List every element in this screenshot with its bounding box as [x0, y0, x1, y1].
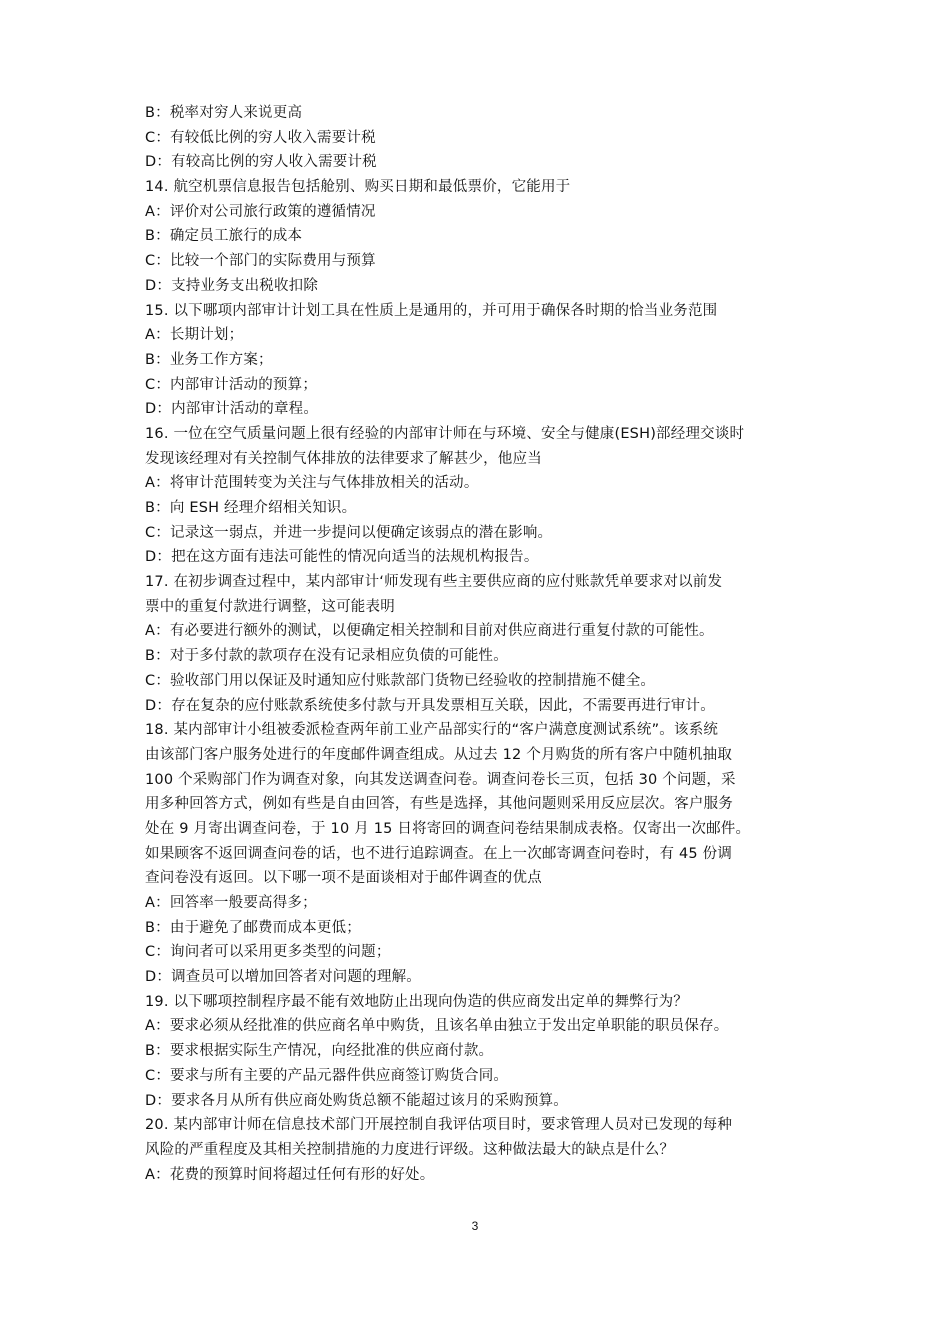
text-line: 16. 一位在空气质量问题上很有经验的内部审计师在与环境、安全与健康(ESH)部经理交谈时 — [145, 425, 745, 442]
text-line: D：调查员可以增加回答者对问题的理解。 — [145, 969, 421, 986]
text-line: A：长期计划； — [145, 327, 244, 344]
text-line: 风险的严重程度及其相关控制措施的力度进行评级。这种做法最大的缺点是什么？ — [145, 1141, 675, 1158]
text-line: B：确定员工旅行的成本 — [145, 228, 303, 245]
text-line: 18. 某内部审计小组被委派检查两年前工业产品部实行的“客户满意度测试系统”。该系统 — [145, 722, 719, 739]
text-line: A：将审计范围转变为关注与气体排放相关的活动。 — [145, 475, 479, 492]
text-line: C：有较低比例的穷人收入需要计税 — [145, 129, 376, 146]
text-line: C：要求与所有主要的产品元器件供应商签订购货合同。 — [145, 1067, 509, 1084]
text-line: B：由于避免了邮费而成本更低； — [145, 919, 361, 936]
text-line: 14. 航空机票信息报告包括舱别、购买日期和最低票价，它能用于 — [145, 179, 571, 196]
text-line: D：存在复杂的应付账款系统使多付款与开具发票相互关联，因此，不需要再进行审计。 — [145, 697, 715, 714]
text-line: D：有较高比例的穷人收入需要计税 — [145, 154, 377, 171]
text-line: D：支持业务支出税收扣除 — [145, 277, 319, 294]
text-line: C：询问者可以采用更多类型的问题； — [145, 944, 391, 961]
text-line: D：内部审计活动的章程。 — [145, 401, 319, 418]
text-line: 用多种回答方式，例如有些是自由回答，有些是选择，其他问题则采用反应层次。客户服务 — [145, 796, 733, 813]
page-number: 3 — [471, 1219, 479, 1233]
text-line: 由该部门客户服务处进行的年度邮件调查组成。从过去 12 个月购货的所有客户中随机抽取 — [145, 746, 733, 763]
text-line: B：业务工作方案； — [145, 351, 273, 368]
text-line: B：要求根据实际生产情况，向经批准的供应商付款。 — [145, 1043, 494, 1060]
text-line: C：内部审计活动的预算； — [145, 376, 318, 393]
text-line: 15. 以下哪项内部审计计划工具在性质上是通用的，并可用于确保各时期的恰当业务范围 — [145, 302, 718, 319]
text-line: A：有必要进行额外的测试，以便确定相关控制和目前对供应商进行重复付款的可能性。 — [145, 623, 714, 640]
text-line: D：把在这方面有违法可能性的情况向适当的法规机构报告。 — [145, 549, 539, 566]
text-line: C：比较一个部门的实际费用与预算 — [145, 253, 376, 270]
text-line: C：记录这一弱点，并进一步提问以便确定该弱点的潜在影响。 — [145, 524, 553, 541]
text-line: B：向 ESH 经理介绍相关知识。 — [145, 500, 357, 516]
text-line: A：花费的预算时间将超过任何有形的好处。 — [145, 1166, 435, 1183]
text-line: B：税率对穷人来说更高 — [145, 105, 303, 121]
text-line: 如果顾客不返回调查问卷的话，也不进行追踪调查。在上一次邮寄调查问卷时，有 45 份调 — [145, 845, 733, 862]
page-body — [145, 101, 807, 1187]
text-line: 处在 9 月寄出调查问卷，于 10 月 15 日将寄回的调查问卷结果制成表格。仅寄出一次邮件。 — [145, 820, 751, 837]
text-line: C：验收部门用以保证及时通知应付账款部门货物已经验收的控制措施不健全。 — [145, 672, 656, 689]
text-line: 20. 某内部审计师在信息技术部门开展控制自我评估项目时，要求管理人员对已发现的每种 — [145, 1117, 733, 1134]
text-line: A：评价对公司旅行政策的遵循情况 — [145, 203, 376, 220]
text-line: D：要求各月从所有供应商处购货总额不能超过该月的采购预算。 — [145, 1092, 568, 1109]
text-line: 票中的重复付款进行调整，这可能表明 — [145, 598, 395, 615]
text-line: 17. 在初步调查过程中，某内部审计‘师发现有些主要供应商的应付账款凭单要求对以前发 — [145, 574, 723, 591]
text-line: B：对于多付款的款项存在没有记录相应负债的可能性。 — [145, 648, 508, 665]
text-line: 19. 以下哪项控制程序最不能有效地防止出现向伪造的供应商发出定单的舞弊行为？ — [145, 993, 688, 1010]
text-line: 查问卷没有返回。以下哪一项不是面谈相对于邮件调查的优点 — [145, 870, 542, 887]
text-line: 100 个采购部门作为调查对象，向其发送调查问卷。调查问卷长三页，包括 30 个问题，采 — [145, 771, 736, 788]
text-line: A：回答率一般要高得多； — [145, 895, 317, 911]
text-line: 发现该经理对有关控制气体排放的法律要求了解甚少，他应当 — [145, 450, 542, 467]
text-line: A：要求必须从经批准的供应商名单中购货，且该名单由独立于发出定单职能的职员保存。 — [145, 1018, 729, 1035]
